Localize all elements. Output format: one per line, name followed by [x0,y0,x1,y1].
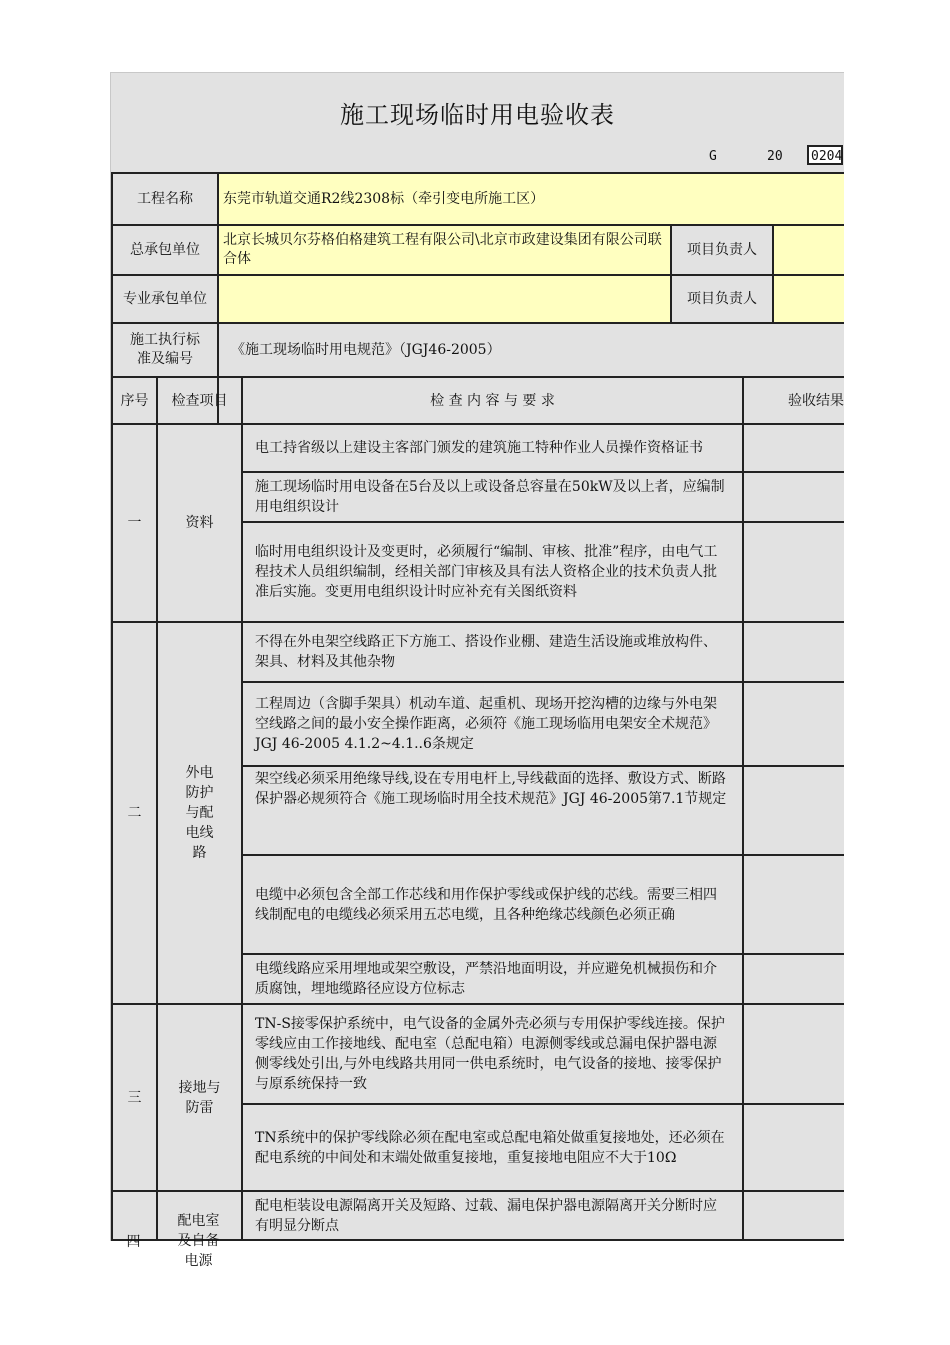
sub-contractor-label: 专业承包单位 [123,291,207,307]
check-item-text: 架空线必须采用绝缘导线,设在专用电杆上,导线截面的选择、敷设方式、断路保护器必规须符合《施工现场临时用全技术规范》JGJ 46-2005第7.1节规定 [255,771,727,807]
check-item-text: 电工持省级以上建设主客部门颁发的建筑施工特种作业人员操作资格证书 [255,440,703,456]
check-item-text: 电缆中必须包含全部工作芯线和用作保护零线或保护线的芯线。需要三相四线制配电的电缆线必须采用五芯电缆，且各种绝缘芯线颜色必须正确 [255,886,717,923]
section-item: 接地与防雷 [178,1079,221,1116]
section-seq: 四 [126,1234,141,1250]
check-item-text: 配电柜装设电源隔离开关及短路、过载、漏电保护器电源隔离开关分断时应有明显分断点 [255,1197,717,1234]
section-item: 资料 [185,515,214,531]
page-title: 施工现场临时用电验收表 [340,101,615,129]
code-box[interactable]: 0204 [807,145,843,165]
check-item-text: 工程周边（含脚手架具）机动车道、起重机、现场开挖沟槽的边缘与外电架空线路之间的最小安全操作距离，必须符《施工现场临用电架安全术规范》JGJ 46-2005 4.1.2~4.1..6条规定 [255,696,717,752]
sub-contractor-value[interactable] [219,276,670,322]
general-contractor-label: 总承包单位 [130,242,200,258]
check-item-text: TN系统中的保护零线除必须在配电室或总配电箱处做重复接地处，还必须在配电系统的中间处和末端处做重复接地，重复接地电阻应不大于10Ω [255,1129,725,1166]
code-number: 20 [767,149,783,164]
form-sheet [110,72,844,1241]
project-manager-label-2: 项目负责人 [687,291,757,307]
section-seq: 三 [127,1089,142,1106]
standard-value[interactable]: 《施工现场临时用电规范》（JGJ46-2005） [231,342,501,358]
section-item: 外电防护与配电线路 [185,765,214,861]
standard-label: 施工执行标准及编号 [130,332,200,367]
check-item-text: 电缆线路应采用埋地或架空敷设，严禁沿地面明设，并应避免机械损伤和介质腐蚀，埋地缆路径应设方位标志 [255,961,717,997]
rule [742,376,744,1241]
rule [772,224,774,324]
check-item-text: 不得在外电架空线路正下方施工、搭设作业棚、建造生活设施或堆放构件、架具、材料及其他杂物 [255,634,717,670]
project-manager-label: 项目负责人 [687,242,757,258]
header-item: 检查项目 [171,392,228,409]
code-prefix: G [709,149,717,164]
general-contractor-value[interactable]: 北京长城贝尔芬格伯格建筑工程有限公司\北京市政建设集团有限公司联合体 [223,232,662,267]
general-pm-value-bg [774,226,844,274]
section-seq: 一 [127,515,142,531]
header-result: 验收结果 [788,392,844,409]
project-name-value[interactable]: 东莞市轨道交通R2线2308标（牵引变电所施工区） [223,191,545,207]
project-name-label: 工程名称 [137,191,193,207]
section-item: 配电室及自备电源 [177,1213,220,1269]
check-item-text: 临时用电组织设计及变更时，必须履行“编制、审核、批准”程序，由电气工程技术人员组织编制，经相关部门审核及具有法人资格企业的技术负责人批准后实施。变更用电组织设计时应补充有关图纸资料 [255,544,718,600]
header-seq: 序号 [120,392,149,409]
section-seq: 二 [127,805,142,821]
check-item-text: TN-S接零保护系统中，电气设备的金属外壳必须与专用保护零线连接。保护零线应由工作接地线、配电室（总配电箱）电源侧零线或总漏电保护器电源侧零线处引出,与外电线路共用同一供电系统时，电气设备的接地、接零保护与原系统保持一致 [255,1016,725,1092]
check-item-text: 施工现场临时用电设备在5台及以上或设备总容量在50kW及以上者，应编制用电组织设计 [255,479,725,515]
header-content: 检 查 内 容 与 要 求 [430,392,555,409]
sub-pm-value-bg [774,276,844,322]
